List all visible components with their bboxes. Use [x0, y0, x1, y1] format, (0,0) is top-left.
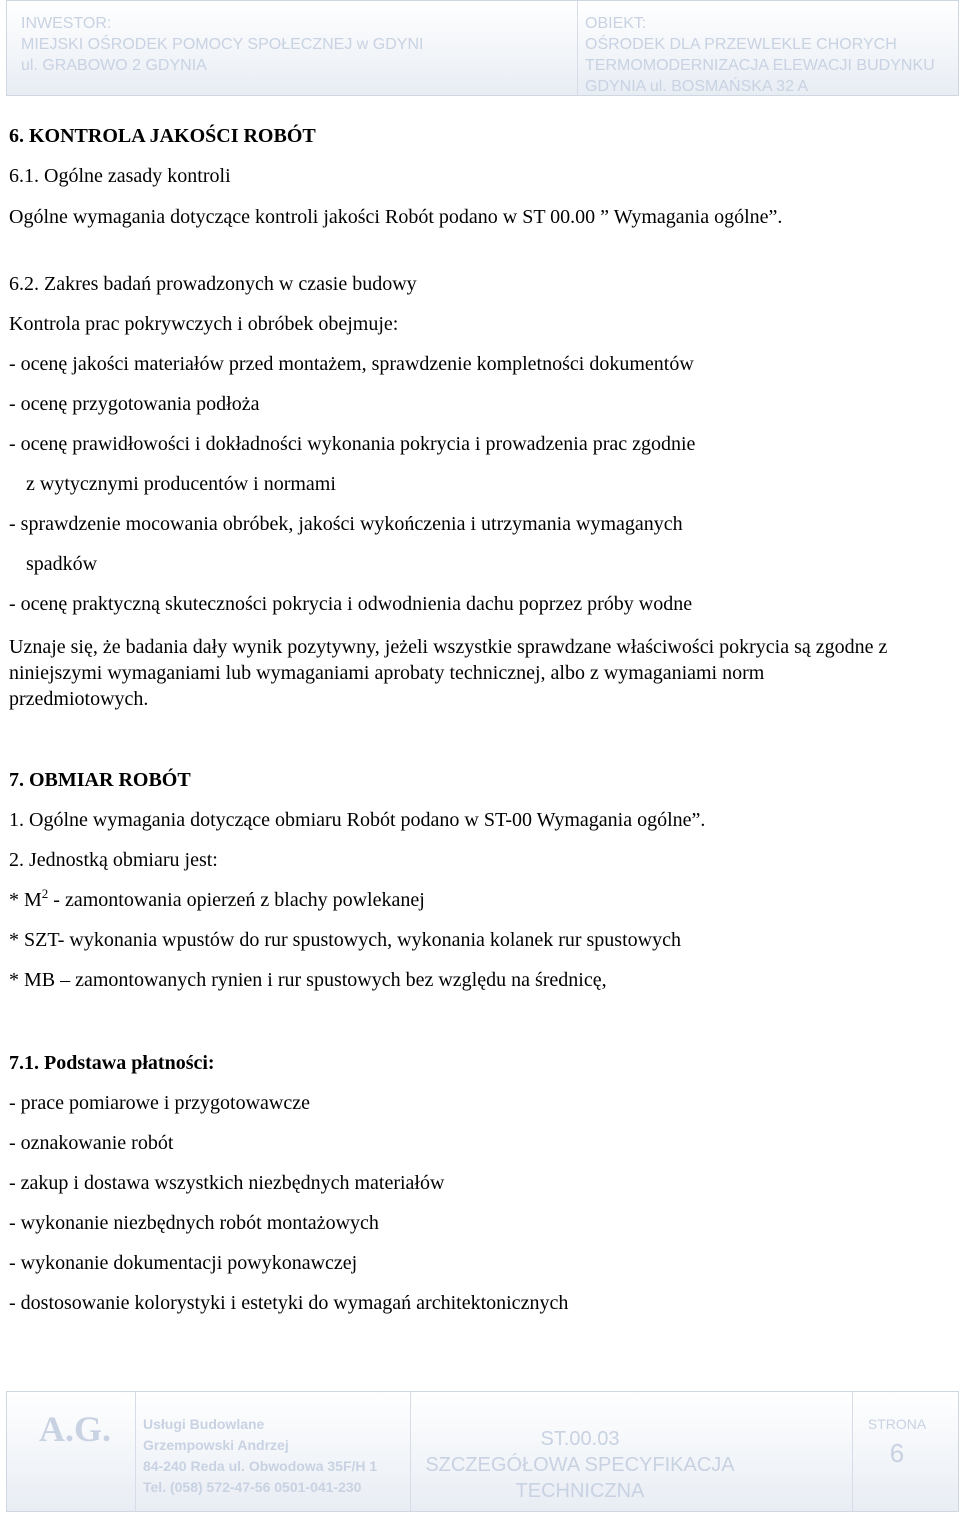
unit-text: - zamontowania opierzeń z blachy powlekanej [48, 889, 425, 911]
section-6-1-heading: 6.1. Ogólne zasady kontroli [9, 165, 231, 187]
spec-title [415, 1426, 745, 1504]
section-6-1-paragraph: Ogólne wymagania dotyczące kontroli jakości Robót podano w ST 00.00 ” Wymagania ogólne”. [9, 206, 783, 228]
firm-line: 84-240 Reda ul. Obwodowa 35F/H 1 [143, 1458, 378, 1474]
company-logo: A.G. [39, 1409, 111, 1449]
object-address: GDYNIA ul. BOSMAŃSKA 32 A [585, 78, 809, 95]
payment-item: - dostosowanie kolorystyki i estetyki do wymagań architektonicznych [9, 1292, 569, 1314]
firm-line: Grzempowski Andrzej [143, 1437, 289, 1453]
measurement-unit: * MB – zamontowanych rynien i rur spustowych bez względu na średnicę, [9, 969, 607, 991]
unit-superscript: 2 [41, 886, 49, 901]
investor-address: ul. GRABOWO 2 GDYNIA [21, 57, 207, 74]
page-footer [6, 1391, 959, 1512]
section-7-heading: 7. OBMIAR ROBÓT [9, 769, 191, 791]
spec-title-line: TECHNICZNA [515, 1480, 645, 1502]
header-divider [577, 1, 578, 95]
object-label: OBIEKT: [585, 15, 647, 32]
investor-block [21, 13, 423, 76]
section-6-heading: 6. KONTROLA JAKOŚCI ROBÓT [9, 125, 316, 147]
section-6-2-heading: 6.2. Zakres badań prowadzonych w czasie budowy [9, 273, 417, 295]
firm-line: Usługi Budowlane [143, 1416, 265, 1432]
section-7-1-heading: 7.1. Podstawa płatności: [9, 1052, 215, 1074]
object-block [585, 13, 935, 97]
inspection-item-continuation: spadków [26, 553, 98, 575]
conclusion-paragraph: Uznaje się, że badania dały wynik pozytywny, jeżeli wszystkie sprawdzane właściwości pokrycia są zgodne z niniejszymi wymaganiami lub wymaganiami aprobaty technicznej, albo z wymaganiami norm przedmiotowych. [9, 636, 888, 710]
inspection-item: - sprawdzenie mocowania obróbek, jakości wykończenia i utrzymania wymaganych [9, 513, 683, 535]
firm-details [143, 1414, 377, 1498]
payment-item: - prace pomiarowe i przygotowawcze [9, 1092, 310, 1114]
payment-item: - oznakowanie robót [9, 1132, 174, 1154]
object-scope: TERMOMODERNIZACJA ELEWACJI BUDYNKU [585, 57, 935, 74]
measurement-unit [9, 886, 425, 912]
payment-item: - wykonanie dokumentacji powykonawczej [9, 1252, 358, 1274]
payment-item: - zakup i dostawa wszystkich niezbędnych materiałów [9, 1172, 445, 1194]
page-header [6, 0, 959, 96]
firm-line: Tel. (058) 572-47-56 0501-041-230 [143, 1479, 362, 1495]
inspection-item: - ocenę praktyczną skuteczności pokrycia i odwodnienia dachu poprzez próby wodne [9, 593, 693, 615]
investor-name: MIEJSKI OŚRODEK POMOCY SPOŁECZNEJ w GDYNI [21, 36, 424, 53]
page-number: 6 [889, 1438, 905, 1468]
inspection-item-continuation: z wytycznymi producentów i normami [26, 473, 336, 495]
inspection-item: - ocenę jakości materiałów przed montażem, sprawdzenie kompletności dokumentów [9, 353, 694, 375]
inspection-item: - ocenę przygotowania podłoża [9, 393, 260, 415]
measurement-unit-intro: 2. Jednostką obmiaru jest: [9, 849, 218, 871]
object-name: OŚRODEK DLA PRZEWLEKLE CHORYCH [585, 36, 897, 53]
payment-item: - wykonanie niezbędnych robót montażowych [9, 1212, 379, 1234]
inspection-item: - ocenę prawidłowości i dokładności wykonania pokrycia i prowadzenia prac zgodnie [9, 433, 696, 455]
spec-title-line: SZCZEGÓŁOWA SPECYFIKACJA [425, 1454, 735, 1476]
investor-label: INWESTOR: [21, 15, 112, 32]
spec-code: ST.00.03 [540, 1428, 620, 1450]
unit-prefix: * M [9, 889, 42, 911]
page-label: STRONA [867, 1416, 927, 1432]
measurement-unit: * SZT- wykonania wpustów do rur spustowych, wykonania kolanek rur spustowych [9, 929, 681, 951]
inspection-intro: Kontrola prac pokrywczych i obróbek obejmuje: [9, 313, 399, 335]
measurement-general: 1. Ogólne wymagania dotyczące obmiaru Robót podano w ST-00 Wymagania ogólne”. [9, 809, 706, 831]
